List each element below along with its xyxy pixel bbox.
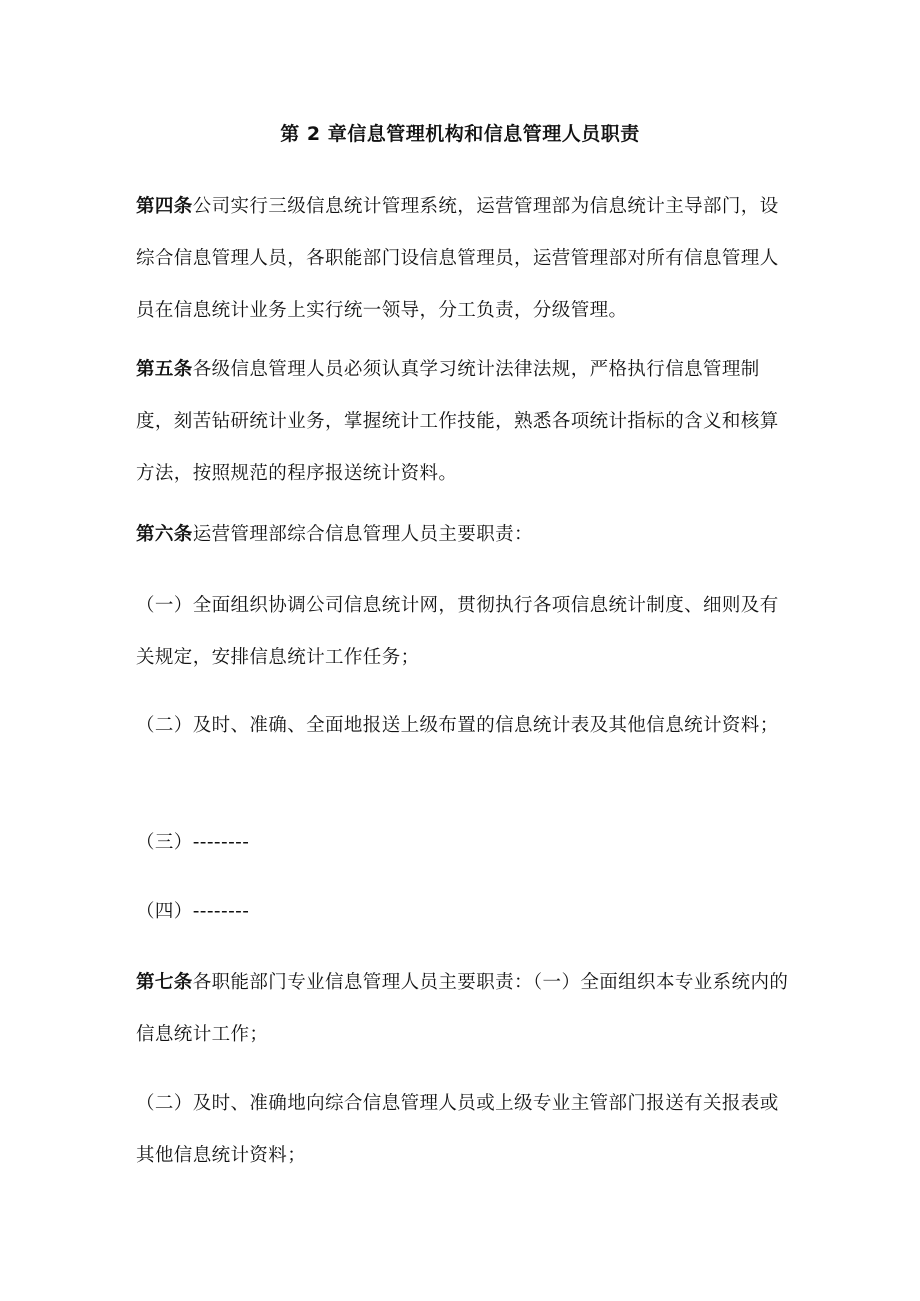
article-7 [136,957,796,1061]
article-6 [136,509,796,561]
article-5 [136,344,796,500]
article-6-item-1: （一）全面组织协调公司信息统计网，贯彻执行各项信息统计制度、细则及有关规定，安排信息统计工作任务； [136,595,779,668]
article-4-lead: 第四条 [136,196,193,217]
article-6-item-3: （三）-------- [136,832,250,853]
article-6-item-4: （四）-------- [136,901,250,922]
article-6-text: 运营管理部综合信息管理人员主要职责： [192,524,533,545]
article-4-text: 公司实行三级信息统计管理系统，运营管理部为信息统计主导部门，设综合信息管理人员，各职能部门设信息管理员，运营管理部对所有信息管理人员在信息统计业务上实行统一领导，分工负责，分级管理。 [136,196,779,321]
article-7-text: 各职能部门专业信息管理人员主要职责：（一）全面组织本专业系统内的信息统计工作； [136,972,789,1045]
article-6-lead: 第六条 [136,524,193,545]
article-5-lead: 第五条 [136,359,193,380]
article-5-text: 各级信息管理人员必须认真学习统计法律法规，严格执行信息管理制度，刻苦钻研统计业务，掌握统计工作技能，熟悉各项统计指标的含义和核算方法，按照规范的程序报送统计资料。 [136,359,779,484]
article-7-lead: 第七条 [136,972,193,993]
article-7-item-2: （二）及时、准确地向综合信息管理人员或上级专业主管部门报送有关报表或其他信息统计资料； [136,1093,779,1166]
article-6-item-2: （二）及时、准确、全面地报送上级布置的信息统计表及其他信息统计资料； [136,715,779,736]
chapter-title: 第 2 章信息管理机构和信息管理人员职责 [280,123,640,145]
article-4 [136,181,796,337]
